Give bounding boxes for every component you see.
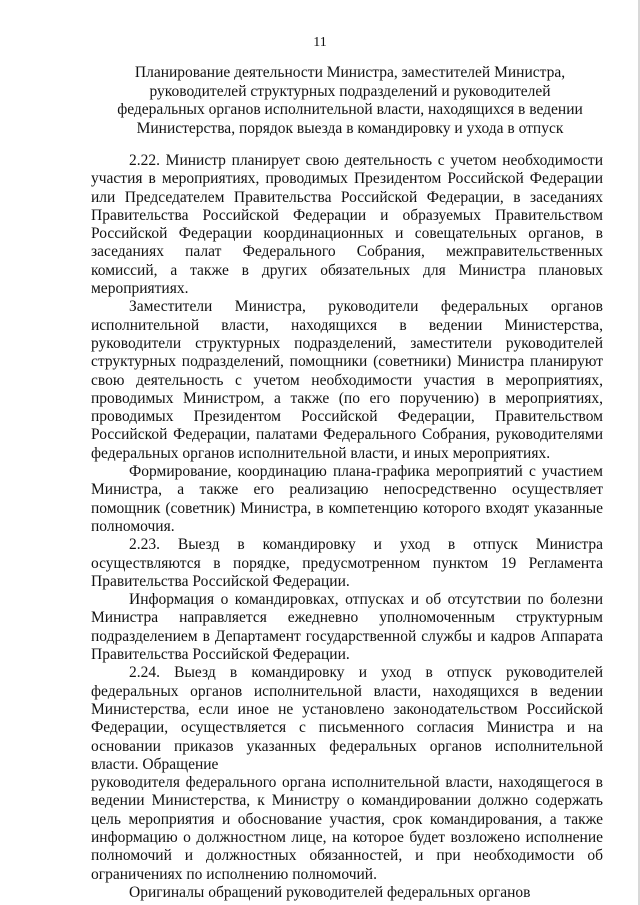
paragraph-deputies: Заместители Министра, руководители федеральных органов исполнительной власти, находящихся в ведении Министерства, руководители структурных подразделений, заместители руководителей структурных подразделений, помощники (советники) Министра планируют свою деятельность с учетом необходимости участия в мероприятиях, проводимых Министром, а также (по его поручению) в мероприятиях, проводимых Президентом Российской Федерации, Правительством Российской Федерации, палатами Федерального Собрания, руководителями федеральных органов исполнительной власти, и иных мероприятиях. [91, 298, 603, 462]
paragraph-2-23: 2.23. Выезд в командировку и уход в отпуск Министра осуществляются в порядке, предусмотренном пунктом 19 Регламента Правительства Российской Федерации. [91, 536, 603, 590]
paragraph-schedule: Формирование, координацию плана-графика мероприятий с участием Министра, а также его реализацию непосредственно осуществляет помощник (советник) Министра, в компетенцию которого входят указанные полномочия. [91, 463, 603, 535]
paragraph-2-22: 2.22. Министр планирует свою деятельность с учетом необходимости участия в мероприятиях, проводимых Президентом Российской Федерации или Председателем Правительства Российской Федерации, в заседаниях Правительства Российской Федерации и образуемых Правительством Российской Федерации координационных и совещательных органов, в заседаниях палат Федерального Собрания, межправительственных комиссий, а также в других обязательных для Министра плановых мероприятиях. [91, 152, 603, 298]
paragraph-request-content: руководителя федерального органа исполнительной власти, находящегося в ведении Министерства, к Министру о командировании должно содержать цель мероприятия и обоснование участия, срок командирования, а также информацию о должностном лице, на которое будет возложено исполнение полномочий и должностных обязанностей, и при необходимости об ограничениях по исполнению полномочий. [91, 774, 603, 883]
body-text [91, 152, 603, 902]
paragraph-originals: Оригиналы обращений руководителей федеральных органов [129, 883, 531, 901]
section-heading: Планирование деятельности Министра, заместителей Министра, руководителей структурных подразделений и руководителей федеральных органов исполнительной власти, находящихся в ведении Министерства, порядок выезда в командировку и ухода в отпуск [117, 64, 583, 137]
paragraph-absence-info: Информация о командировках, отпусках и об отсутствии по болезни Министра направляется ежедневно уполномоченным структурным подразделением в Департамент государственной службы и кадров Аппарата Правительства Российской Федерации. [91, 591, 603, 664]
page-number: 11 [313, 35, 327, 50]
paragraph-2-24: 2.24. Выезд в командировку и уход в отпуск руководителей федеральных органов исполнительной власти, находящихся в ведении Министерства, если иное не установлено законодательством Российской Федерации, осуществляется с письменного согласия Министра и на основании приказов указанных федеральных органов исполнительной власти. Обращение [91, 664, 603, 773]
